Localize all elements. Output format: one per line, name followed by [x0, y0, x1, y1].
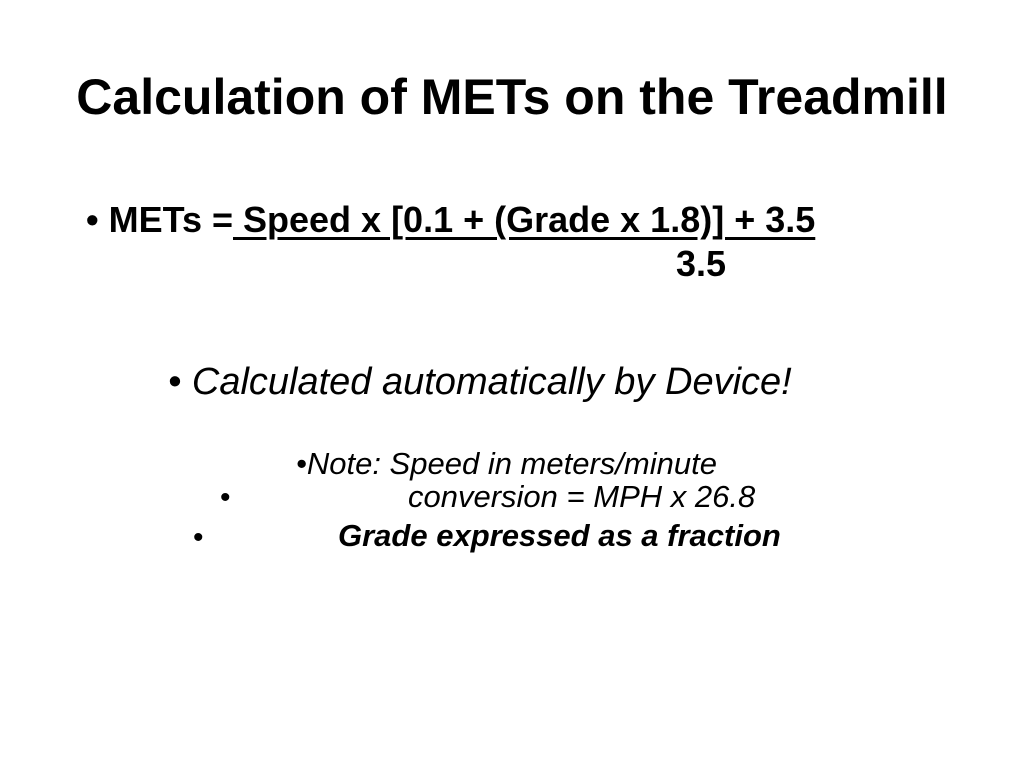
grade-bullet: •: [193, 521, 204, 554]
formula-denominator: 3.5: [676, 243, 727, 284]
formula-lhs: METs =: [108, 199, 233, 240]
speed-note: •Note: Speed in meters/minute: [296, 446, 717, 481]
formula-bullet: •: [86, 199, 99, 240]
calculated-bullet: •: [168, 361, 182, 403]
conversion-text: conversion = MPH x 26.8: [408, 479, 756, 514]
formula-numerator: Speed x [0.1 + (Grade x 1.8)] + 3.5: [233, 199, 816, 240]
calculated-note: [168, 361, 792, 404]
slide-title: Calculation of METs on the Treadmill: [76, 69, 948, 125]
mets-formula: [86, 199, 815, 241]
conversion-bullet: •: [220, 481, 231, 514]
grade-text: Grade expressed as a fraction: [338, 518, 781, 553]
calculated-text: Calculated automatically by Device!: [191, 361, 792, 403]
